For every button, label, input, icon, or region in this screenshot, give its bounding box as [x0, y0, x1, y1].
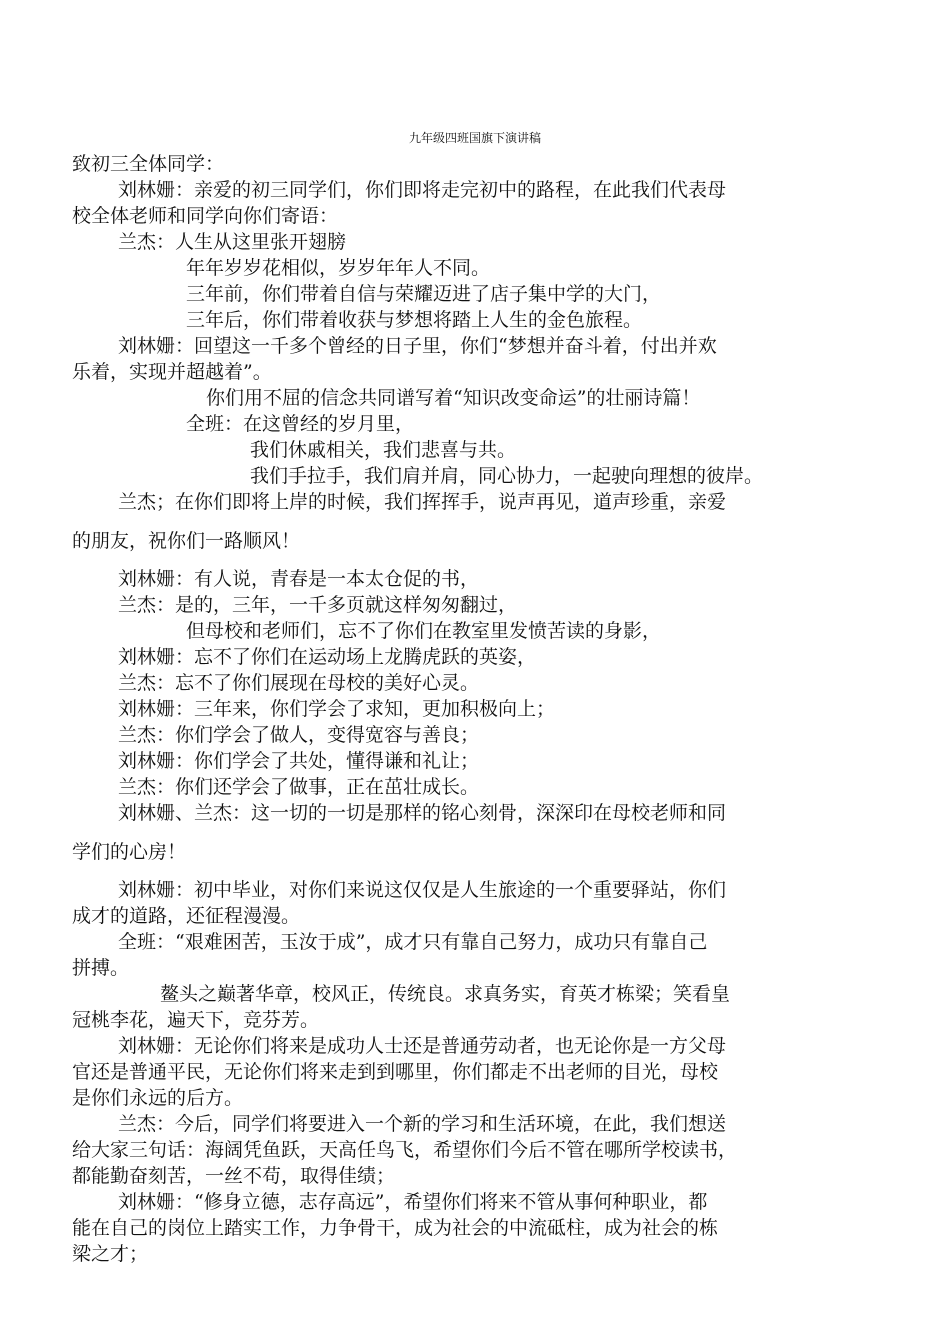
text-line: 但母校和老师们，忘不了你们在教室里发愤苦读的身影， [186, 620, 662, 642]
text-line: 能在自己的岗位上踏实工作，力争骨干，成为社会的中流砥柱，成为社会的栋 [72, 1217, 719, 1239]
text-line: 刘林姗：无论你们将来是成功人士还是普通劳动者，也无论你是一方父母 [118, 1035, 727, 1057]
text-line: 刘林姗：忘不了你们在运动场上龙腾虎跃的英姿， [118, 646, 537, 668]
text-line: 官还是普通平民，无论你们将来走到到哪里，你们都走不出老师的目光，母校 [72, 1061, 719, 1083]
text-line: 你们用不屈的信念共同谱写着“知识改变命运”的壮丽诗篇！ [206, 387, 701, 409]
text-line: 兰杰：是的，三年，一千多页就这样匆匆翻过， [118, 594, 518, 616]
text-line: 乐着，实现并超越着”。 [72, 361, 272, 383]
text-line: 学们的心房！ [72, 841, 187, 863]
document-title: 九年级四班国旗下演讲稿 [408, 131, 541, 145]
text-line: 全班：“艰难困苦，玉汝于成”，成才只有靠自己努力，成功只有靠自己 [118, 931, 708, 953]
text-line: 刘林姗：你们学会了共处，懂得谦和礼让； [118, 750, 480, 772]
text-line: 三年前，你们带着自信与荣耀迈进了店子集中学的大门， [186, 283, 662, 305]
text-line: 兰杰：今后，同学们将要进入一个新的学习和生活环境，在此，我们想送 [118, 1113, 727, 1135]
text-line: 我们休戚相关，我们悲喜与共。 [250, 439, 517, 461]
text-line: 致初三全体同学： [72, 153, 225, 175]
text-line: 刘林姗：三年来，你们学会了求知，更加积极向上； [118, 698, 556, 720]
text-line: 成才的道路，还征程漫漫。 [72, 905, 301, 927]
text-line: 刘林姗、兰杰：这一切的一切是那样的铭心刻骨，深深印在母校老师和同 [118, 802, 727, 824]
text-line: 刘林姗：亲爱的初三同学们，你们即将走完初中的路程，在此我们代表母 [118, 179, 727, 201]
text-line: 拼搏。 [72, 957, 130, 979]
text-line: 兰杰：人生从这里张开翅膀 [118, 231, 347, 253]
text-line: 三年后，你们带着收获与梦想将踏上人生的金色旅程。 [186, 309, 643, 331]
text-line: 给大家三句话：海阔凭鱼跃，天高任鸟飞，希望你们今后不管在哪所学校读书， [72, 1139, 738, 1161]
text-line: 兰杰：忘不了你们展现在母校的美好心灵。 [118, 672, 480, 694]
text-line: 是你们永远的后方。 [72, 1087, 244, 1109]
text-line: 我们手拉手，我们肩并肩，同心协力，一起驶向理想的彼岸。 [250, 465, 764, 487]
text-line: 全班：在这曾经的岁月里， [186, 413, 415, 435]
text-line: 都能勤奋刻苦，一丝不苟，取得佳绩； [72, 1165, 396, 1187]
text-line: 刘林姗：“修身立德，志存高远”，希望你们将来不管从事何种职业，都 [118, 1191, 708, 1213]
text-line: 梁之才； [72, 1243, 149, 1265]
text-line: 的朋友，祝你们一路顺风！ [72, 530, 301, 552]
text-line: 校全体老师和同学向你们寄语： [72, 205, 339, 227]
text-line: 鳌头之巅著华章，校风正，传统良。求真务实，育英才栋梁；笑看皇 [160, 983, 731, 1005]
text-line: 年年岁岁花相似，岁岁年年人不同。 [186, 257, 491, 279]
text-line: 兰杰：你们学会了做人，变得宽容与善良； [118, 724, 480, 746]
text-line: 兰杰：你们还学会了做事，正在茁壮成长。 [118, 776, 480, 798]
text-line: 冠桃李花，遍天下，竞芬芳。 [72, 1009, 320, 1031]
text-line: 兰杰；在你们即将上岸的时候，我们挥挥手，说声再见，道声珍重，亲爱 [118, 491, 727, 513]
text-line: 刘林姗：初中毕业，对你们来说这仅仅是人生旅途的一个重要驿站，你们 [118, 879, 727, 901]
text-line: 刘林姗：回望这一千多个曾经的日子里，你们“梦想并奋斗着，付出并欢 [118, 335, 717, 357]
text-line: 刘林姗：有人说，青春是一本太仓促的书， [118, 568, 480, 590]
